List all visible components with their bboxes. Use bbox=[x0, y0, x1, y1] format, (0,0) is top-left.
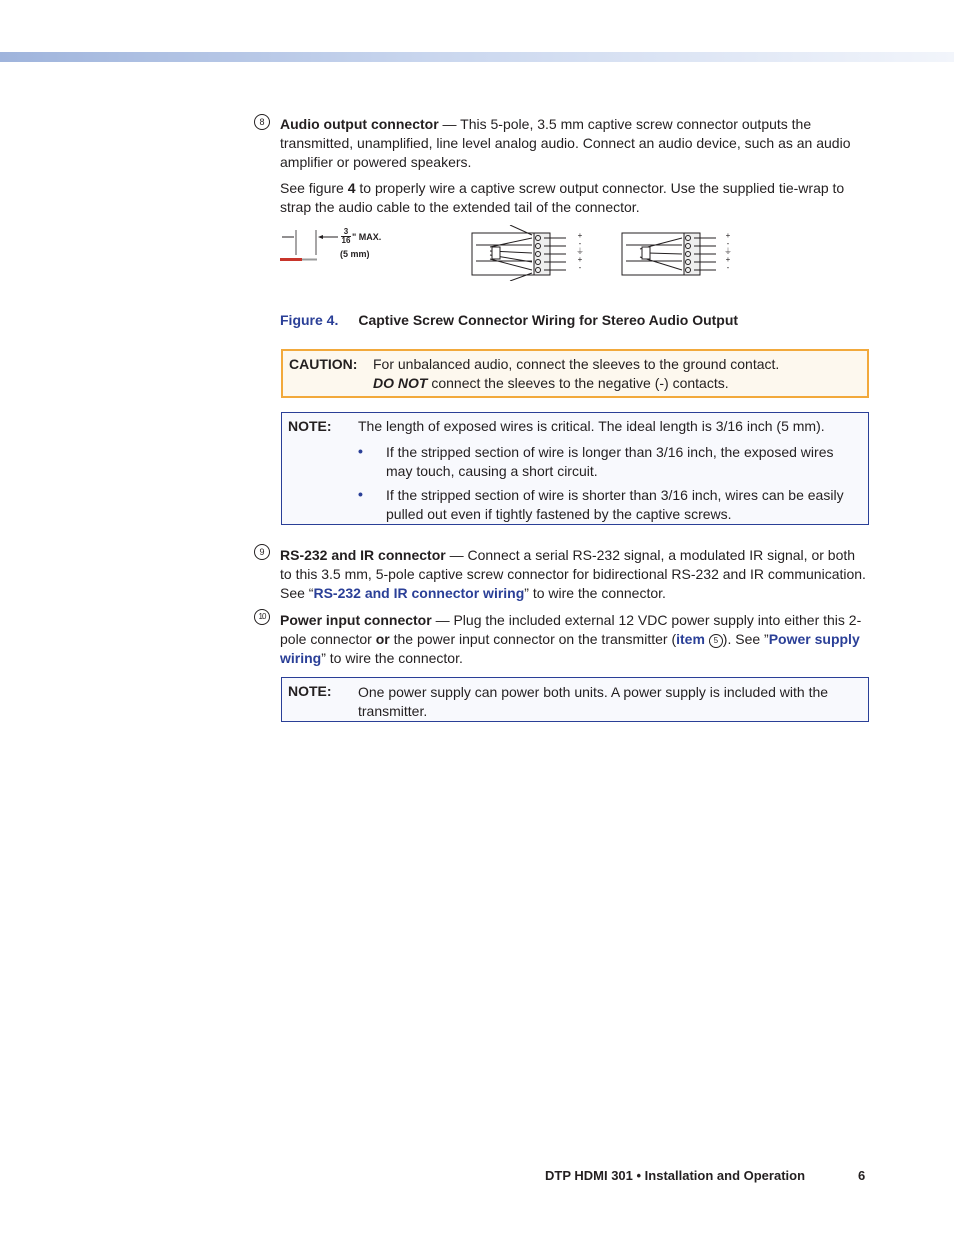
ground-sign: ⏚ bbox=[576, 247, 584, 256]
sign: - bbox=[578, 263, 582, 272]
max-label: " MAX. bbox=[352, 232, 382, 242]
item-number-9: 9 bbox=[254, 544, 270, 560]
rs232-description: — Connect a serial RS-232 signal, a modulated IR signal, or both to this 3.5 mm, 5-pole captive screw connector for bidirectional RS-232 and IR communication. See “ bbox=[280, 547, 866, 601]
caution-line-2-rest: connect the sleeves to the negative (-) contacts. bbox=[427, 375, 729, 391]
mm-label: (5 mm) bbox=[340, 249, 370, 259]
item-5-link[interactable] bbox=[676, 631, 723, 647]
wire-strip-diagram bbox=[280, 225, 400, 270]
power-text-1: — Plug the included external 12 VDC power supply into either this 2-pole connector bbox=[280, 612, 862, 647]
fraction-numerator: 3 bbox=[343, 227, 349, 236]
item-number-10: 10 bbox=[254, 609, 270, 625]
figure-caption bbox=[280, 312, 738, 328]
rs232-wiring-link[interactable]: RS-232 and IR connector wiring bbox=[313, 585, 525, 601]
ground-sign: ⏚ bbox=[724, 247, 732, 256]
figure-label: Figure 4. bbox=[280, 312, 339, 328]
power-text-2: the power input connector on the transmitter ( bbox=[389, 631, 677, 647]
power-post: ” to wire the connector. bbox=[321, 650, 463, 666]
see-figure-post: to properly wire a captive screw output connector. Use the supplied tie-wrap to strap the audio cable to the extended tail of the connector. bbox=[280, 180, 845, 215]
note-text: The length of exposed wires is critical. The ideal length is 3/16 inch (5 mm). bbox=[358, 418, 825, 434]
note-bullet-1: If the stripped section of wire is longer than 3/16 inch, the exposed wires may touch, causing a short circuit. bbox=[386, 444, 834, 479]
see-figure-number: 4 bbox=[347, 180, 356, 196]
item-number-5-icon: 5 bbox=[709, 634, 723, 648]
item-number-8: 8 bbox=[254, 114, 270, 130]
audio-output-description: — This 5-pole, 3.5 mm captive screw connector outputs the transmitted, unamplified, line level analog audio. Connect an audio device, such as an audio amplifier or powered speakers. bbox=[280, 116, 851, 170]
see-figure-paragraph bbox=[280, 179, 870, 217]
sign: + bbox=[725, 231, 731, 240]
sign: + bbox=[577, 255, 583, 264]
sign: + bbox=[577, 231, 583, 240]
sign: - bbox=[726, 239, 730, 248]
captive-screw-connector-icon bbox=[470, 225, 582, 281]
power-text-3: ). See ” bbox=[722, 631, 769, 647]
caution-line-1: For unbalanced audio, connect the sleeves to the ground contact. bbox=[373, 356, 780, 372]
polarity-signs-2 bbox=[723, 232, 733, 272]
audio-output-paragraph bbox=[280, 115, 870, 172]
header-gradient-bar bbox=[0, 52, 954, 62]
note-bullet-2: If the stripped section of wire is shorter than 3/16 inch, wires can be easily pulled out even if tightly fastened by the captive screws. bbox=[386, 487, 844, 522]
power-supply-wiring-link[interactable]: Power supply wiring bbox=[280, 631, 860, 666]
rs232-title: RS-232 and IR connector bbox=[280, 547, 446, 563]
wire-strip-icon bbox=[280, 225, 340, 270]
do-not-emphasis: DO NOT bbox=[373, 375, 428, 391]
footer-document-title: DTP HDMI 301 • Installation and Operation bbox=[545, 1168, 806, 1183]
caution-line-2 bbox=[373, 375, 729, 391]
audio-output-title: Audio output connector bbox=[280, 116, 439, 132]
caution-label: CAUTION: bbox=[289, 356, 358, 372]
item-audio-output bbox=[280, 115, 870, 217]
or-emphasis: or bbox=[375, 631, 390, 647]
connector-diagram-2 bbox=[620, 225, 732, 281]
captive-screw-connector-icon bbox=[620, 225, 732, 281]
sign: - bbox=[726, 263, 730, 272]
fraction-denominator: 16 bbox=[341, 236, 351, 245]
bullet-icon: • bbox=[358, 443, 363, 459]
sign: + bbox=[725, 255, 731, 264]
caution-box bbox=[281, 349, 869, 398]
note-box-power bbox=[281, 677, 869, 722]
power-paragraph bbox=[280, 611, 870, 668]
note-box-wire-length bbox=[281, 412, 869, 525]
note-label: NOTE: bbox=[288, 683, 332, 699]
rs232-paragraph bbox=[280, 546, 870, 603]
rs232-post: ” to wire the connector. bbox=[524, 585, 666, 601]
figure-caption-text: Captive Screw Connector Wiring for Stereo Audio Output bbox=[358, 312, 739, 328]
bullet-icon: • bbox=[358, 486, 363, 502]
item-power-input bbox=[280, 611, 870, 668]
item-link-text: item bbox=[676, 631, 705, 647]
item-rs232-ir bbox=[280, 546, 870, 603]
sign: - bbox=[578, 239, 582, 248]
power-title: Power input connector bbox=[280, 612, 432, 628]
connector-diagram-1 bbox=[470, 225, 582, 281]
page-number: 6 bbox=[858, 1168, 866, 1183]
see-figure-pre: See figure bbox=[280, 180, 348, 196]
fraction bbox=[341, 228, 351, 245]
note-label: NOTE: bbox=[288, 418, 332, 434]
polarity-signs-1 bbox=[575, 232, 585, 272]
note-text: One power supply can power both units. A power supply is included with the transmitter. bbox=[358, 684, 829, 719]
